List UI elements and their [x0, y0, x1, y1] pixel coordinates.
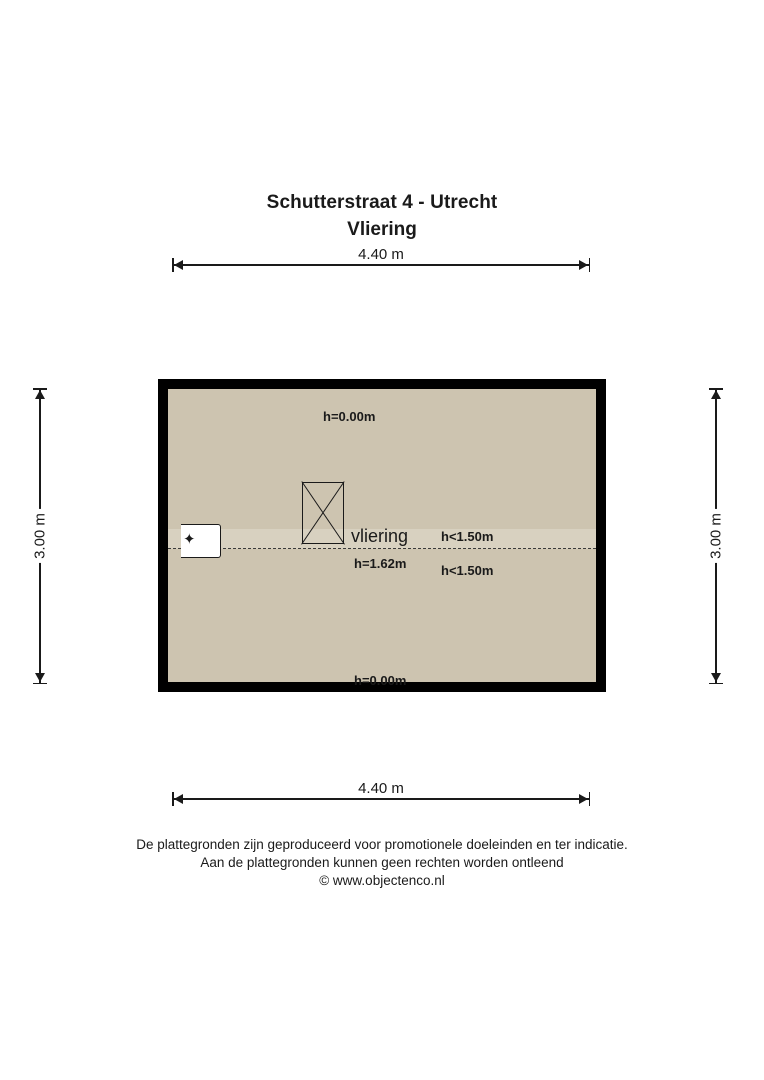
- page-title: Schutterstraat 4 - Utrecht: [266, 192, 498, 213]
- roof-hatch-opening: [302, 482, 344, 544]
- dimension-left-height-label: 3.00 m: [30, 509, 51, 563]
- dimension-arrow-right: [579, 794, 588, 804]
- height-label-top: h=0.00m: [323, 409, 376, 424]
- footer-line-2: Aan de plattegronden kunnen geen rechten worden ontleend: [200, 855, 564, 870]
- dimension-arrow-bottom: [35, 673, 45, 682]
- height-label-right-lower: h<1.50m: [441, 563, 494, 578]
- height-label-bottom: h=0.00m: [354, 673, 407, 688]
- height-label-ridge: h=1.62m: [354, 556, 407, 571]
- dimension-bottom-width-label: 4.40 m: [341, 780, 421, 797]
- dimension-cap-bottom: [33, 683, 47, 685]
- height-label-right-upper: h<1.50m: [441, 529, 494, 544]
- dimension-right-height: [709, 388, 723, 684]
- dimension-arrow-left: [174, 260, 183, 270]
- dimension-arrow-top: [35, 390, 45, 399]
- dimension-cap-bottom: [709, 683, 723, 685]
- dimension-arrow-right: [579, 260, 588, 270]
- floorplan-outline: [158, 379, 606, 692]
- page-subtitle: Vliering: [347, 219, 417, 240]
- dimension-cap-right: [589, 258, 591, 272]
- dimension-line: [172, 798, 590, 800]
- footer-line-1: De plattegronden zijn geproduceerd voor promotionele doeleinden en ter indicatie.: [136, 837, 628, 852]
- dimension-arrow-left: [174, 794, 183, 804]
- dimension-top-width: [172, 246, 590, 272]
- dimension-arrow-top: [711, 390, 721, 399]
- dimension-bottom-width: [172, 780, 590, 806]
- window-symbol: [181, 524, 221, 558]
- room-label-vliering: vliering: [351, 526, 409, 546]
- dimension-line: [172, 264, 590, 266]
- dimension-top-width-label: 4.40 m: [341, 246, 421, 263]
- dimension-arrow-bottom: [711, 673, 721, 682]
- floorplan-floor-area: [168, 389, 596, 688]
- dimension-left-height: [33, 388, 47, 684]
- dimension-cap-right: [589, 792, 591, 806]
- footer-copyright: © www.objectenco.nl: [319, 873, 445, 888]
- footer-disclaimer: [0, 836, 764, 890]
- dimension-right-height-label: 3.00 m: [706, 509, 727, 563]
- window-glyph-icon: ✦: [183, 530, 196, 548]
- ridge-dashed-line: [168, 548, 596, 549]
